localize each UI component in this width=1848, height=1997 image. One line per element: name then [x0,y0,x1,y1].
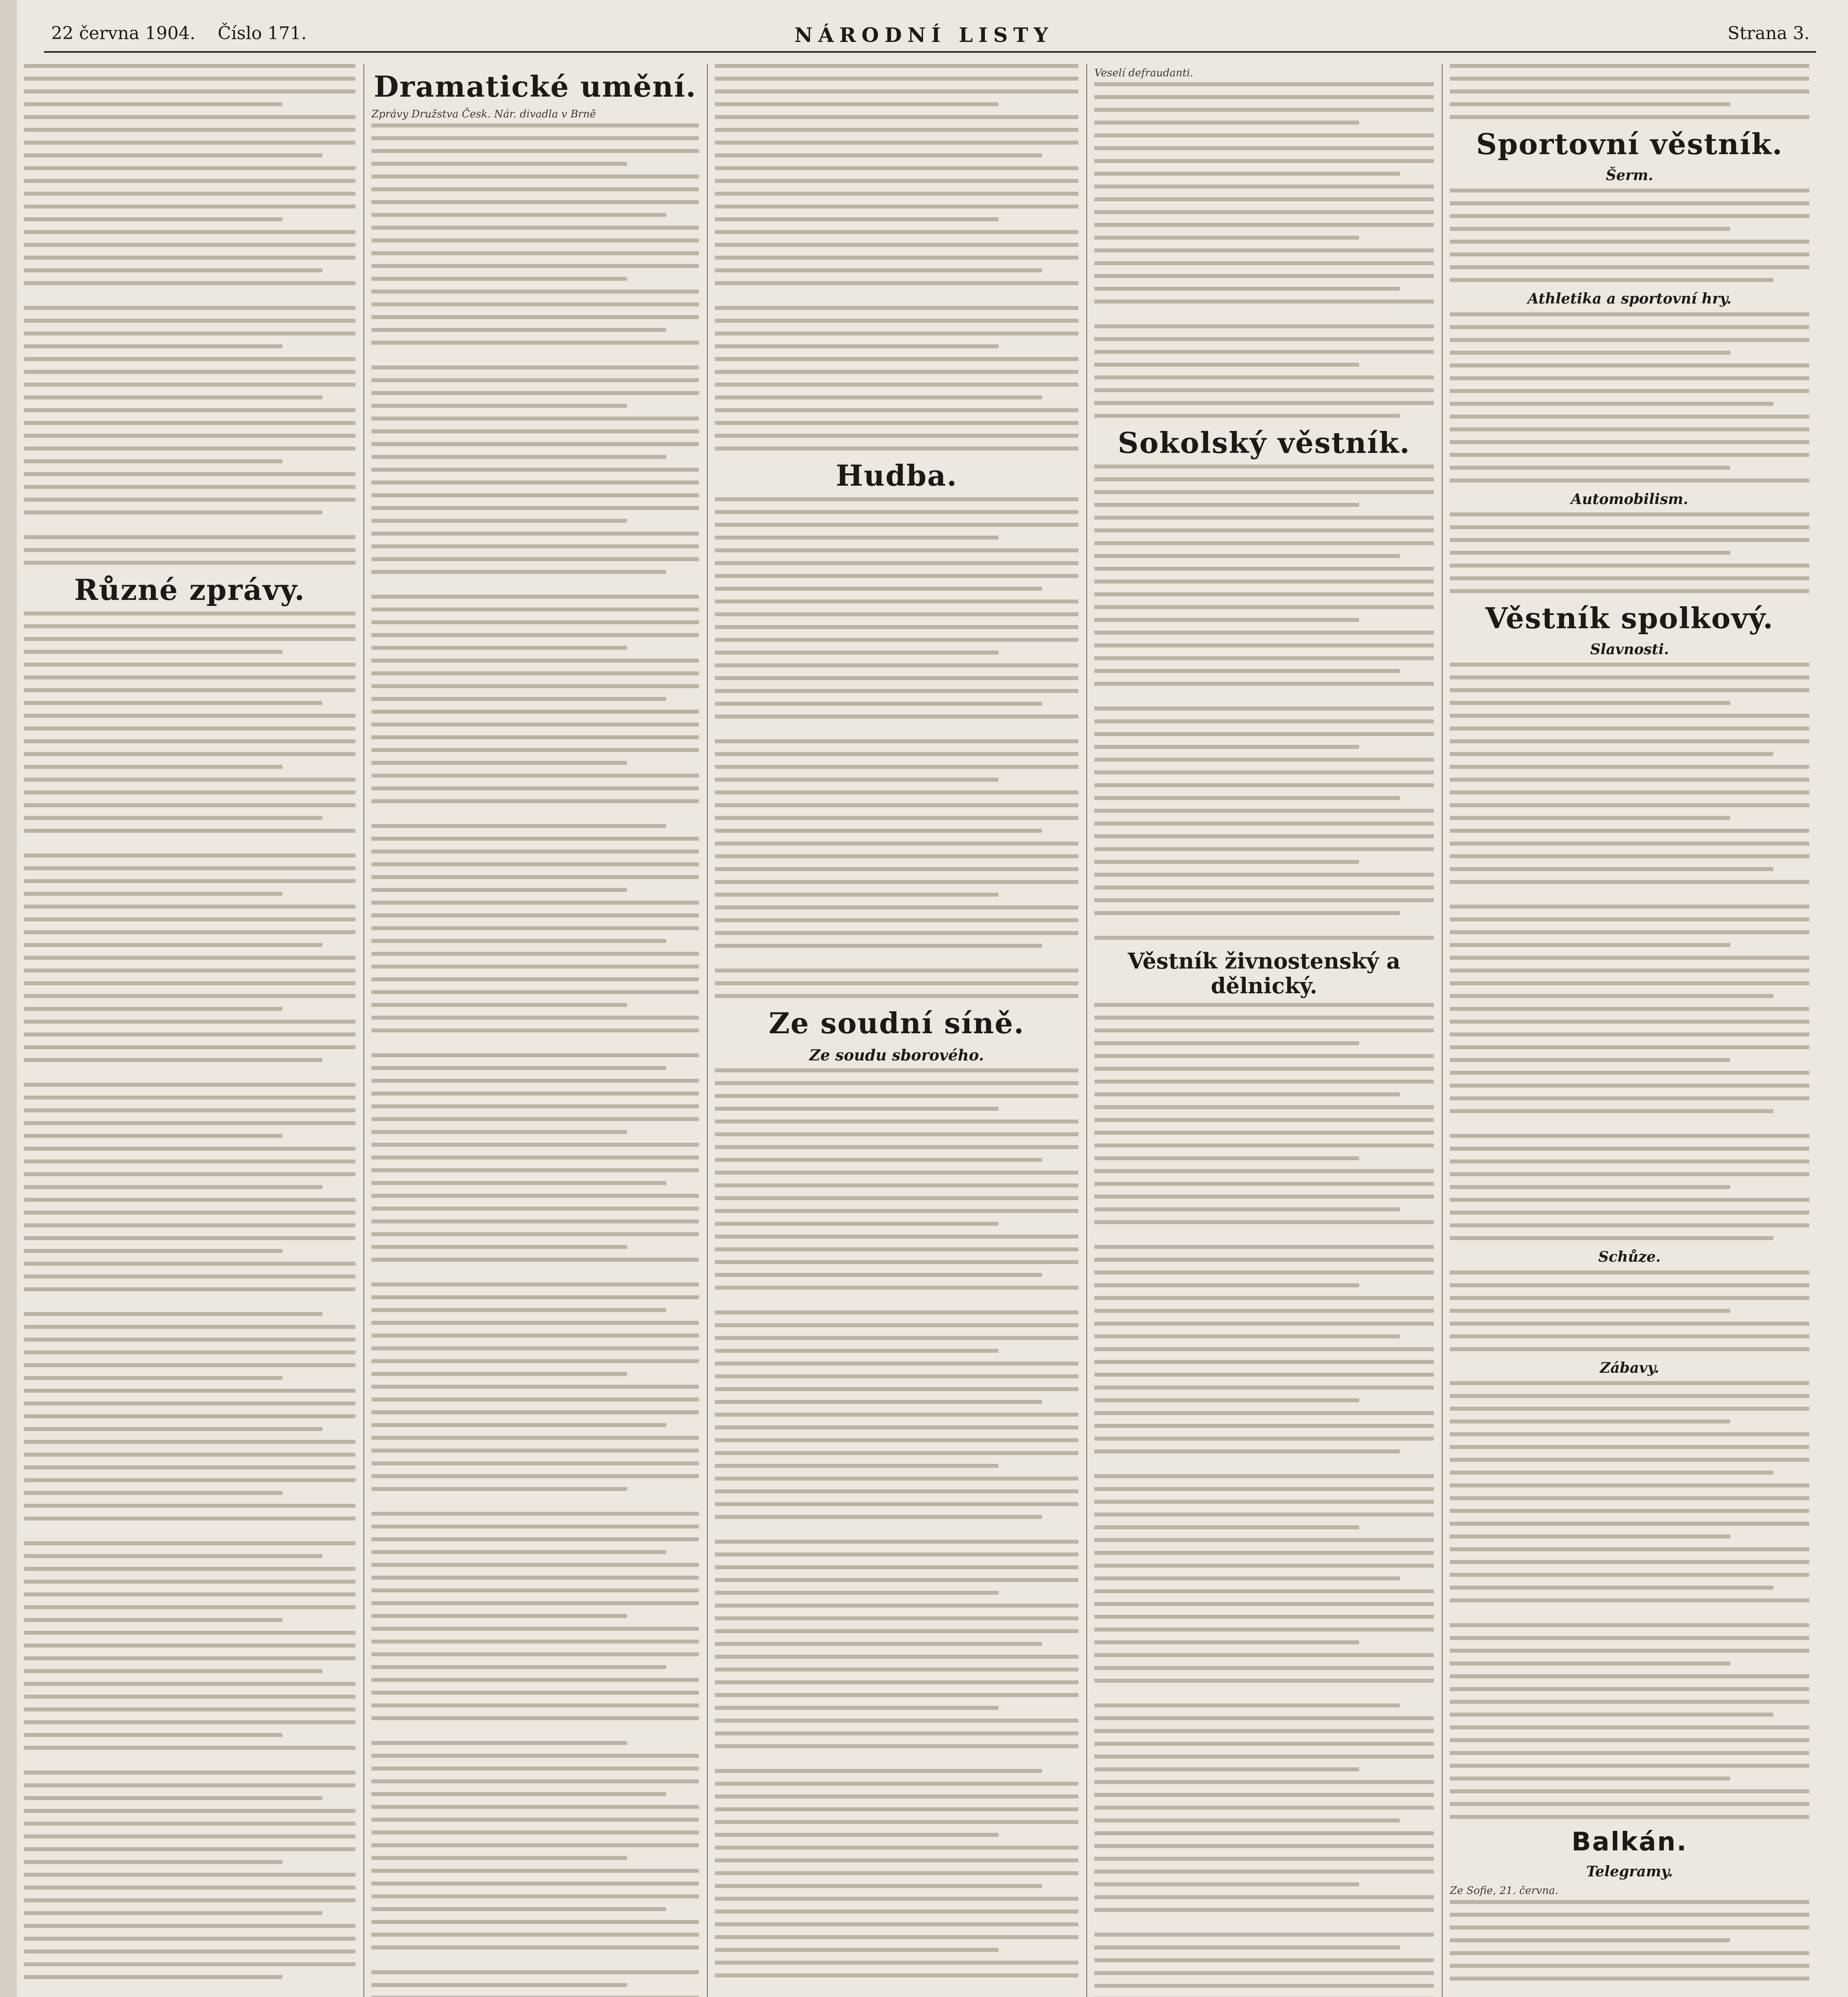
article-text [1450,1381,1809,1819]
column-5 [1450,64,1809,1997]
article-text [715,1068,1078,1997]
subheading-serm: Šerm. [1606,167,1653,184]
article-text [371,123,699,1997]
masthead-date: 22 června 1904. [51,23,196,44]
article-text [24,611,355,1997]
article-text [1450,312,1809,482]
article-lead: Veselí defraudanti. [1094,67,1193,79]
section-heading-ze-soudni-sine: Ze soudní síně. [768,1006,1025,1040]
section-heading-dramaticke-umeni: Dramatické umění. [373,69,697,103]
column-divider [1442,64,1443,1997]
article-text [715,497,1078,998]
section-heading-balkan: Balkán. [1571,1827,1688,1857]
article-text [1450,663,1809,1240]
masthead-rule [44,51,1816,53]
section-heading-sportovni-vestnik: Sportovní věstník. [1476,127,1783,161]
column-2 [371,64,699,1997]
column-4 [1094,64,1434,1997]
section-heading-hudba: Hudba. [836,459,958,492]
subheading-automobilism: Automobilism. [1571,490,1688,508]
article-lead: Zprávy Družstva Česk. Nár. divadla v Brně [371,108,596,120]
column-3 [715,64,1078,1997]
article-text [1450,1270,1809,1351]
column-divider [1086,64,1087,1997]
article-text [1450,1900,1809,1981]
subheading-zabavy: Zábavy. [1600,1359,1659,1376]
article-text [1094,465,1434,940]
section-heading-vestnik-spolkovy: Věstník spolkový. [1485,601,1774,635]
masthead-issue: Číslo 171. [218,23,307,44]
article-text [1094,1003,1434,1997]
column-divider [707,64,708,1997]
subheading-schuze: Schůze. [1598,1249,1661,1266]
binding-edge [0,0,17,1997]
section-heading-vestnik-zivnostensky: Věstník živnostenský a dělnický. [1127,948,1401,998]
section-heading-sokolsky-vestnik: Sokolský věstník. [1118,426,1411,460]
subheading-telegramy: Telegramy. [1586,1863,1673,1880]
article-text [1450,64,1809,119]
section-heading-ruzne-zpravy: Různé zprávy. [74,573,306,607]
article-text [24,64,355,565]
article-text [715,64,1078,451]
article-text [1094,82,1434,418]
masthead-page: Strana 3. [1727,23,1810,44]
article-lead: Ze Sofie, 21. června. [1450,1884,1558,1897]
column-divider [363,64,364,1997]
column-1 [24,64,355,1997]
article-text [1450,512,1809,593]
masthead-title: NÁRODNÍ LISTY [794,23,1054,47]
article-text [1450,189,1809,282]
subheading-slavnosti: Slavnosti. [1590,641,1669,658]
subheading-athletika: Athletika a sportovní hry. [1527,290,1732,308]
subheading-ze-soudu-soboroveho: Ze soudu sborového. [809,1046,984,1064]
